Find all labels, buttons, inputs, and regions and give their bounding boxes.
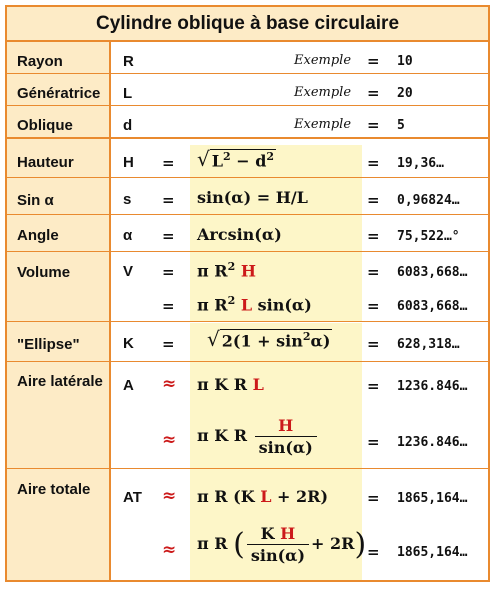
hauteur-formula: √ $L^2 - d^2$ <box>197 147 275 171</box>
oblique-label: Oblique <box>7 111 73 134</box>
aire-laterale-symbol: A <box>123 377 134 394</box>
sin-formula: sin(α) = H/L <box>197 188 308 207</box>
aire-totale-formula-2 <box>197 524 366 565</box>
volume-f1-h: H <box>240 261 256 281</box>
section-divider <box>7 137 488 139</box>
row-divider <box>7 214 488 215</box>
column-divider <box>109 42 111 580</box>
volume-equals-2: = <box>367 297 380 315</box>
ellipse-formula: √ $2(1 + \sin^2\alpha)$ <box>207 327 331 351</box>
al-f1-prefix: π K R <box>197 375 248 394</box>
at-f2-prefix: π R <box>197 534 228 553</box>
aire-laterale-formula-2 <box>197 416 319 457</box>
aire-laterale-operator-1: ≈ <box>162 374 177 394</box>
angle-label: Angle <box>7 221 59 244</box>
hauteur-label: Hauteur <box>7 148 74 171</box>
at-f2-h: H <box>280 524 296 543</box>
hauteur-operator: = <box>162 154 175 172</box>
angle-symbol: α <box>123 227 133 244</box>
generatrice-label: Génératrice <box>7 79 100 102</box>
volume-formula-1: π $R^2$ H <box>197 260 256 281</box>
rayon-equals: = <box>367 52 380 70</box>
aire-laterale-result-1: 1236.846… <box>397 379 468 394</box>
aire-laterale-equals-1: = <box>367 377 380 395</box>
row-divider <box>7 361 488 362</box>
rayon-example-label: Exemple <box>294 53 352 68</box>
aire-totale-operator-1: ≈ <box>162 486 177 506</box>
sin-result: 0,96824… <box>397 193 460 208</box>
sin-equals: = <box>367 191 380 209</box>
oblique-symbol: d <box>123 117 133 134</box>
at-f2-post: + 2R <box>311 534 355 553</box>
volume-symbol: V <box>123 263 134 280</box>
row-divider <box>7 468 488 469</box>
hauteur-result: 19,36… <box>397 156 444 171</box>
aire-laterale-operator-2: ≈ <box>162 430 177 450</box>
angle-operator: = <box>162 227 175 245</box>
aire-laterale-formula-1 <box>197 375 264 394</box>
angle-result: 75,522…° <box>397 229 460 244</box>
formula-sheet <box>5 5 490 582</box>
page-title: Cylindre oblique à base circulaire <box>7 7 488 42</box>
aire-totale-label: Aire totale <box>7 475 107 498</box>
generatrice-symbol: L <box>123 85 133 102</box>
at-f1-a: π R (K <box>197 487 255 506</box>
volume-operator-1: = <box>162 263 175 281</box>
oblique-equals: = <box>367 116 380 134</box>
ellipse-symbol: K <box>123 335 134 352</box>
aire-totale-equals-1: = <box>367 489 380 507</box>
at-f2-denominator: sin(α) <box>247 544 309 565</box>
formula-d: d <box>255 151 267 170</box>
generatrice-value: 20 <box>397 86 413 101</box>
ellipse-operator: = <box>162 335 175 353</box>
row-divider <box>7 73 488 74</box>
al-f1-l: L <box>252 375 264 394</box>
volume-operator-2: = <box>162 297 175 315</box>
aire-laterale-equals-2: = <box>367 433 380 451</box>
rayon-symbol: R <box>123 53 134 70</box>
volume-f2-prefix: π R <box>197 295 228 315</box>
row-divider <box>7 321 488 322</box>
sin-label: Sin α <box>7 186 54 209</box>
ellipse-f-b: α) <box>310 331 331 350</box>
generatrice-example-label: Exemple <box>294 85 352 100</box>
oblique-example-label: Exemple <box>294 117 352 132</box>
volume-f1-prefix: π R <box>197 261 228 281</box>
volume-f2-sin: sin(α) <box>257 295 312 315</box>
ellipse-equals: = <box>367 335 380 353</box>
rayon-value: 10 <box>397 54 413 69</box>
ellipse-f-a: 2(1 + sin <box>221 331 303 350</box>
aire-laterale-result-2: 1236.846… <box>397 435 468 450</box>
formula-l: L <box>211 151 223 170</box>
ellipse-label: "Ellipse" <box>7 330 80 353</box>
right-paren: ) <box>354 527 367 562</box>
left-paren: ( <box>233 527 245 562</box>
aire-totale-equals-2: = <box>367 543 380 561</box>
at-f2-k: K <box>260 524 275 543</box>
generatrice-equals: = <box>367 84 380 102</box>
hauteur-symbol: H <box>123 154 134 171</box>
rayon-label: Rayon <box>7 47 63 70</box>
sin-symbol: s <box>123 191 132 208</box>
volume-result-2: 6083,668… <box>397 299 468 314</box>
angle-formula: Arcsin(α) <box>197 225 282 244</box>
al-f2-denominator: sin(α) <box>255 436 317 457</box>
angle-equals: = <box>367 227 380 245</box>
oblique-value: 5 <box>397 118 405 133</box>
volume-formula-2: π $R^2$ L sin(α) <box>197 294 312 315</box>
row-divider <box>7 177 488 178</box>
aire-totale-operator-2: ≈ <box>162 540 177 560</box>
row-divider <box>7 251 488 252</box>
at-f1-l: L <box>260 487 272 506</box>
al-f2-numerator: H <box>278 416 294 435</box>
aire-totale-formula-1 <box>197 487 328 506</box>
row-divider <box>7 105 488 106</box>
aire-laterale-label: Aire latérale <box>7 367 107 390</box>
aire-totale-symbol: AT <box>123 489 142 506</box>
aire-totale-result-2: 1865,164… <box>397 545 468 560</box>
hauteur-equals: = <box>367 154 380 172</box>
al-f2-prefix: π K R <box>197 426 248 445</box>
volume-equals-1: = <box>367 263 380 281</box>
ellipse-result: 628,318… <box>397 337 460 352</box>
volume-f2-l: L <box>240 295 253 315</box>
sin-operator: = <box>162 191 175 209</box>
aire-totale-result-1: 1865,164… <box>397 491 468 506</box>
volume-label: Volume <box>7 258 70 281</box>
volume-result-1: 6083,668… <box>397 265 468 280</box>
at-f1-b: + 2R) <box>277 487 329 506</box>
